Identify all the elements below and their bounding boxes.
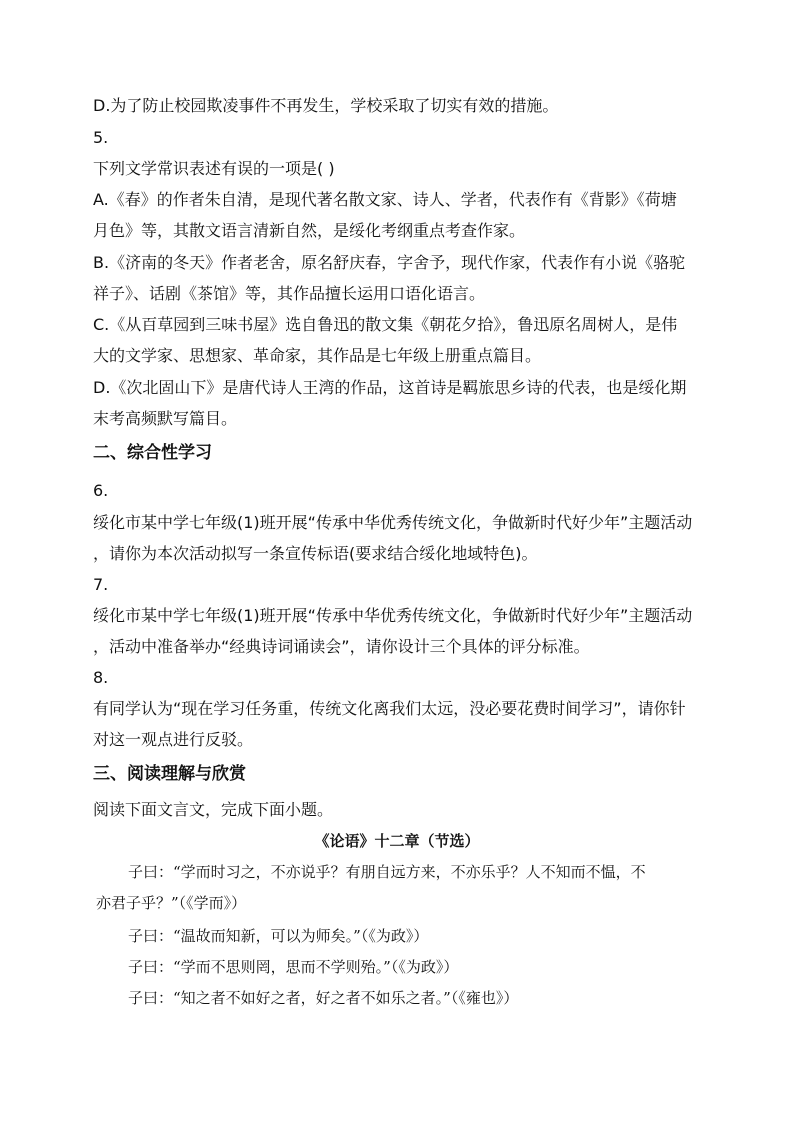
- q6-line2: ，请你为本次活动拟写一条宣传标语(要求结合绥化地域特色)。: [93, 544, 538, 563]
- q8-number: 8.: [93, 668, 109, 687]
- section2-heading: 二、综合性学习: [93, 443, 212, 463]
- q8-line2: 对这一观点进行反驳。: [93, 730, 254, 749]
- q4-option-d: D.为了防止校园欺凌事件不再发生，学校采取了切实有效的措施。: [93, 96, 559, 115]
- passage-line: 子曰：“学而时习之，不亦说乎？有朋自远方来，不亦乐乎？人不知而不愠，不: [128, 863, 646, 881]
- q6-number: 6.: [93, 481, 109, 500]
- q8-line1: 有同学认为“现在学习任务重，传统文化离我们太远，没必要花费时间学习”，请你针: [93, 699, 686, 718]
- q5-stem: 下列文学常识表述有误的一项是( ): [93, 159, 335, 178]
- passage-line: 亦君子乎？”（《学而》）: [96, 894, 247, 912]
- q5-number: 5.: [93, 128, 109, 147]
- passage-line: 子曰：“学而不思则罔，思而不学则殆。”（《为政》）: [128, 958, 459, 976]
- passage-title: 《论语》十二章（节选）: [314, 832, 480, 850]
- q5-option-d-line2: 末考高频默写篇目。: [93, 409, 238, 428]
- q6-line1: 绥化市某中学七年级(1)班开展“传承中华优秀传统文化，争做新时代好少年”主题活动: [93, 513, 693, 532]
- q7-line1: 绥化市某中学七年级(1)班开展“传承中华优秀传统文化，争做新时代好少年”主题活动: [93, 606, 693, 625]
- q7-line2: ，活动中准备举办“经典诗词诵读会”，请你设计三个具体的评分标准。: [93, 637, 590, 656]
- q5-option-a-line2: 月色》等，其散文语言清新自然，是绥化考纲重点考查作家。: [93, 221, 526, 240]
- passage-line: 子曰：“知之者不如好之者，好之者不如乐之者。”（《雍也》）: [128, 989, 519, 1007]
- q7-number: 7.: [93, 575, 109, 594]
- q5-option-b-line2: 祥子》、话剧《茶馆》等，其作品擅长运用口语化语言。: [93, 284, 486, 303]
- passage-line: 子曰：“温故而知新，可以为师矣。”（《为政》）: [128, 927, 429, 945]
- q5-option-d-line1: D.《次北固山下》是唐代诗人王湾的作品，这首诗是羁旅思乡诗的代表，也是绥化期: [93, 378, 687, 397]
- section3-instruction: 阅读下面文言文，完成下面小题。: [93, 800, 334, 819]
- q5-option-b-line1: B.《济南的冬天》作者老舍，原名舒庆春，字舍予，现代作家，代表作有小说《骆驼: [93, 253, 686, 272]
- section3-heading: 三、阅读理解与欣赏: [93, 764, 246, 784]
- q5-option-a-line1: A.《春》的作者朱自清，是现代著名散文家、诗人、学者，代表作有《背影》《荷塘: [93, 190, 677, 209]
- q5-option-c-line2: 大的文学家、思想家、革命家，其作品是七年级上册重点篇目。: [93, 346, 542, 365]
- q5-option-c-line1: C.《从百草园到三味书屋》选自鲁迅的散文集《朝花夕拾》，鲁迅原名周树人，是伟: [93, 315, 678, 334]
